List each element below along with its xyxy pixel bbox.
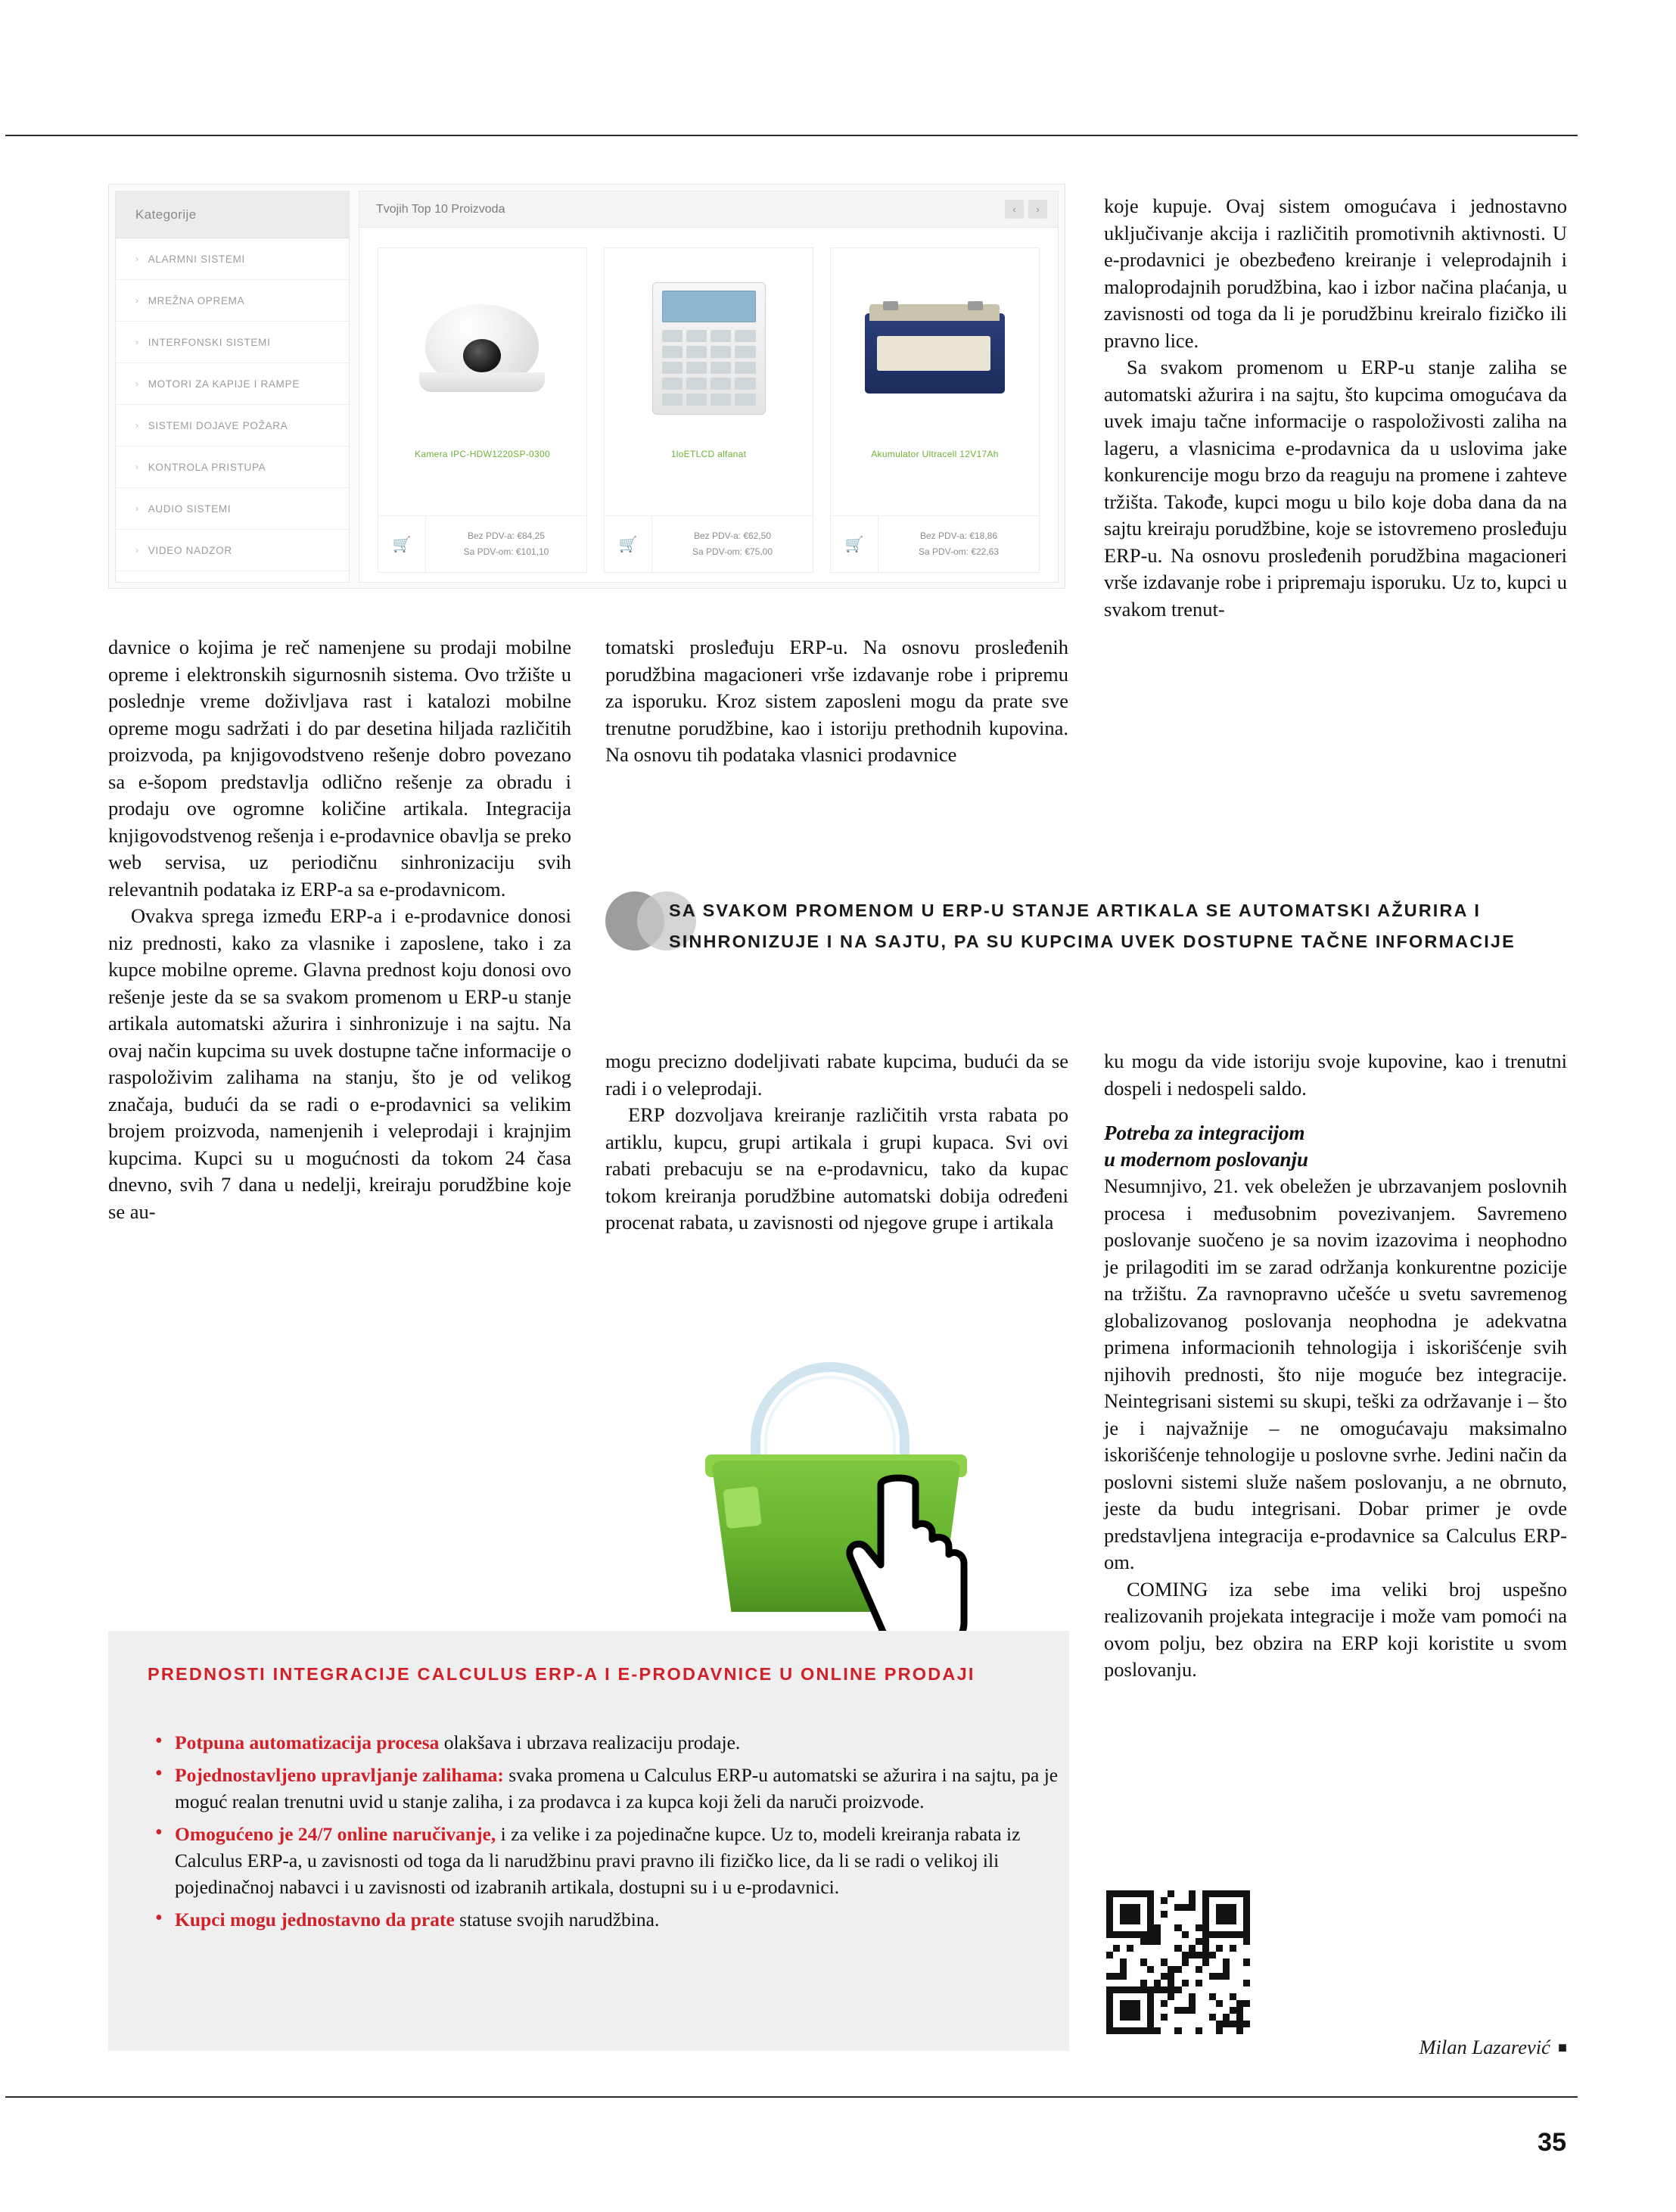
sidebar-header — [116, 191, 349, 238]
list-item — [175, 1762, 1068, 1815]
panel-header — [359, 191, 1058, 228]
carousel-nav — [1005, 200, 1047, 219]
paragraph: Nesumnjivo, 21. vek obeležen je ubrzavanjem poslovnih procesa i međusobnim povezivanjem. Savremeno poslovanje suočeno je sa novim izazovima i neophodno je prilagoditi im se zarad održanja konkurentne pozicije na tržištu. Za ravnopravno učešće u svetu savremenog globalizovanog poslovanja neophodna je adekvatna primena informacionih tehnologija i iskorišćenje svih njihovih prednosti, što nije moguće bez integracije. Neintegrisani sistemi su skupi, teški za održavanje i – što je i najvažnije – ne omogućavaju maksimalno iskorišćenje tehnologije u poslovne svrhe. Jedini način da poslovni sistemi služe našem poslovanju, a ne obrnuto, jeste da budu integrisani. Dobar primer je ovde predstavljena integracija e-prodavnice sa Calculus ERP-om. — [1104, 1174, 1567, 1573]
body-column-2-bottom — [605, 1048, 1068, 1237]
cart-icon[interactable]: 🛒 — [831, 516, 878, 572]
sidebar-item-kontrola-pristupa[interactable] — [116, 446, 349, 488]
chevron-right-icon: › — [135, 462, 139, 472]
sidebar-item-label: MOTORI ZA KAPIJE I RAMPE — [148, 378, 300, 390]
sidebar-item-label: INTERFONSKI SISTEMI — [148, 336, 271, 348]
sidebar-item-audio-sistemi[interactable] — [116, 488, 349, 530]
sidebar-item-label: ALARMNI SISTEMI — [148, 253, 245, 265]
cart-icon[interactable]: 🛒 — [378, 516, 426, 572]
product-card[interactable] — [378, 247, 587, 573]
product-prices — [878, 528, 1039, 560]
benefit-bold-label: Kupci mogu jednostavno da prate — [175, 1909, 455, 1930]
price-with-vat: Sa PDV-om: €22,63 — [918, 546, 1000, 557]
sidebar-item-interfonski-sistemi[interactable] — [116, 322, 349, 363]
chevron-right-icon: › — [135, 378, 139, 389]
hand-cursor-icon — [841, 1474, 978, 1648]
end-mark-icon: ■ — [1557, 2039, 1567, 2056]
qr-code[interactable] — [1106, 1890, 1250, 2034]
pull-quote — [605, 889, 1568, 1003]
sidebar-item-label: SISTEMI DOJAVE POŽARA — [148, 419, 288, 431]
prev-arrow-icon[interactable]: ‹ — [1005, 200, 1024, 219]
list-item — [175, 1906, 1068, 1933]
eshop-screenshot-figure — [108, 184, 1065, 589]
benefit-bold-label: Potpuna automatizacija procesa — [175, 1731, 440, 1753]
sidebar-item-label: AUDIO SISTEMI — [148, 502, 232, 515]
benefits-list — [149, 1729, 1068, 1939]
chevron-right-icon: › — [135, 420, 139, 431]
basket-tag — [723, 1486, 761, 1529]
product-card[interactable] — [604, 247, 813, 573]
sidebar-item-label: VIDEO NADZOR — [148, 544, 232, 556]
sidebar-item-sistemi-dojave-pozara[interactable] — [116, 405, 349, 446]
product-name: 1loETLCD alfanat — [670, 449, 747, 459]
next-arrow-icon[interactable]: › — [1028, 200, 1047, 219]
product-name: Akumulator Ultracell 12V17Ah — [871, 449, 999, 459]
benefit-bold-label: Pojednostavljeno upravljanje zalihama: — [175, 1764, 504, 1786]
paragraph: Ovakva sprega između ERP-a i e-prodavnice donosi niz prednosti, kako za vlasnike i zaposlene, tako i za kupce mobilne opreme. Glavna prednost koju donosi ovo rešenje jeste da se sa svakom promenom u ERP-u stanje artikala automatski ažurira i sinhronizuje i na sajtu. Na ovaj način kupcima su uvek dostupne tačne informacije o raspoloživim zalihama na stanju, što je od velikog značaja, budući da se radi o e-prodavnici sa velikim brojem proizvoda, namenjenih i veleprodaji i krajnjim kupcima. Kupci su u mogućnosti da tokom 24 časa dnevno, svih 7 dana u nedelji, kreiraju porudžbine koje se au- — [108, 904, 571, 1223]
page-number: 35 — [1538, 2128, 1566, 2157]
product-name: Kamera IPC-HDW1220SP-0300 — [415, 449, 550, 459]
paragraph: koje kupuje. Ovaj sistem omogućava i jednostavno uključivanje akcija i različitih promotivnih aktivnosti. U e-prodavnici je obezbeđeno kreiranje i veleprodajnih i maloprodajnih porudžbina, kao i izbor načina plaćanja, u zavisnosti od toga da li je porudžbinu kreiralo fizičko ili pravno lice. — [1104, 194, 1567, 352]
sidebar-item-alarmni-sistemi[interactable] — [116, 238, 349, 280]
benefits-box — [108, 1631, 1069, 2051]
chevron-right-icon: › — [135, 337, 139, 347]
paragraph: ku mogu da vide istoriju svoje kupovine, kao i trenutni dospeli i nedospeli saldo. — [1104, 1050, 1567, 1100]
body-column-1 — [108, 634, 571, 1225]
cart-icon[interactable]: 🛒 — [605, 516, 652, 572]
paragraph: mogu precizno dodeljivati rabate kupcima, budući da se radi i o veleprodaji. — [605, 1050, 1068, 1100]
chevron-right-icon: › — [135, 254, 139, 264]
product-prices — [426, 528, 586, 560]
product-footer — [605, 515, 813, 572]
price-without-vat: Bez PDV-a: €18,86 — [919, 530, 998, 541]
product-footer — [378, 515, 586, 572]
paragraph: tomatski prosleđuju ERP-u. Na osnovu prosleđenih porudžbina magacioneri vrše izdavanje robe i pripremu za isporuku. Kroz sistem zaposleni mogu da prate sve trenutne porudžbine, kao i istoriju prethodnih kupovina. Na osnovu tih podataka vlasnici prodavnice — [605, 636, 1068, 766]
product-list — [359, 228, 1058, 573]
screenshot-sidebar — [115, 191, 350, 583]
product-image-battery — [831, 248, 1039, 449]
subheading-line-2: u modernom poslovanju — [1104, 1148, 1309, 1171]
pull-quote-text: SA SVAKOM PROMENOM U ERP-U STANJE ARTIKALA SE AUTOMATSKI AŽURIRA I SINHRONIZUJE I NA SAJTU, PA SU KUPCIMA UVEK DOSTUPNE TAČNE INFORMACIJE — [669, 901, 1516, 951]
paragraph: COMING iza sebe ima veliki broj uspešno realizovanih projekata integracije i može vam pomoći na ovom polju, bez obzira na ERP koji koristite u svom poslovanju. — [1104, 1577, 1567, 1681]
product-card[interactable] — [830, 247, 1040, 573]
top-divider — [5, 135, 1578, 136]
author-name: Milan Lazarević — [1419, 2036, 1550, 2058]
benefit-text: olakšava i ubrzava realizaciju prodaje. — [439, 1731, 741, 1753]
price-without-vat: Bez PDV-a: €62,50 — [693, 530, 772, 541]
paragraph: davnice o kojima je reč namenjene su prodaji mobilne opreme i elektronskih sigurnosnih sistema. Ovo tržište u poslednje vreme doživljava rast i katalozi mobilne opreme mogu sadržati i do par desetina hiljada različitih proizvoda, pa knjigovodstveno rešenje dobro povezano sa e-šopom predstavlja odlično rešenje za obradu i prodaju ove ogromne količine artikala. Integracija knjigovodstvenog rešenja i e-prodavnice obavlja se preko web servisa, uz periodičnu sinhronizaciju svih relevantnih podataka iz ERP-a sa e-prodavnicom. — [108, 636, 571, 901]
benefits-title: PREDNOSTI INTEGRACIJE CALCULUS ERP-A I E-PRODAVNICE U ONLINE PRODAJI — [148, 1664, 975, 1684]
benefit-text: svaka promena u Calculus ERP-u automatski se ažurira i na sajtu, pa je moguć realan trenutni uvid u stanje zaliha, i za prodavca i za kupca koji želi da naruči proizvode. — [175, 1764, 1059, 1812]
sidebar-title: Kategorije — [135, 207, 197, 222]
product-image-keypad — [605, 248, 813, 449]
sidebar-item-label: MREŽNA OPREMA — [148, 294, 245, 306]
body-column-3-bottom — [1104, 1048, 1567, 1684]
panel-title: Tvojih Top 10 Proizvoda — [376, 202, 505, 216]
price-without-vat: Bez PDV-a: €84,25 — [467, 530, 546, 541]
paragraph: ERP dozvoljava kreiranje različitih vrsta rabata po artiklu, kupcu, grupi artikala i grupi kupaca. Svi ovi rabati prebacuju se na e-prodavnicu, tako da kupac tokom kreiranja porudžbine automatski dobija određeni procenat rabata, u zavisnosti od njegove grupe i artikala — [605, 1103, 1068, 1234]
top-products-panel — [359, 191, 1059, 583]
chevron-right-icon: › — [135, 295, 139, 306]
sidebar-item-label: KONTROLA PRISTUPA — [148, 461, 266, 473]
paragraph: Sa svakom promenom u ERP-u stanje zaliha se automatski ažurira i na sajtu, što kupcima omogućava da uvek imaju tačne informacije o raspoloživosti zaliha na lageru, a vlasnicima e-prodavnica da u uslovima jake konkurencije mogu brzo da reaguju na promene i zahteve tržišta. Takođe, kupci mogu u bilo koje doba dana da na sajtu kreiraju porudžbine, koje se istovremeno prosleđuju ERP-u. Na osnovu prosleđenih porudžbina magacioneri vrše izdavanje robe i pripremaju isporuku. Uz to, kupci u svakom trenut- — [1104, 356, 1567, 621]
benefit-text: statuse svojih narudžbina. — [454, 1909, 660, 1930]
qr-code-modules — [1106, 1890, 1250, 2034]
body-column-2-top — [605, 634, 1068, 769]
chevron-right-icon: › — [135, 545, 139, 555]
price-with-vat: Sa PDV-om: €101,10 — [463, 546, 549, 557]
product-prices — [652, 528, 813, 560]
shopping-basket-illustration — [666, 1355, 1029, 1672]
list-item — [175, 1729, 1068, 1756]
bottom-divider — [5, 2096, 1578, 2098]
chevron-right-icon: › — [135, 503, 139, 514]
benefit-text: i za velike i za pojedinačne kupce. Uz to, modeli kreiranja rabata iz Calculus ERP-a, u zavisnosti od toga da li narudžbinu pravi pravno ili fizičko lice, da li se radi o velikoj ili pojedinačnoj nabavci i u zavisnosti od izabranih artikala, dostupni su i u e-prodavnici. — [175, 1823, 1021, 1898]
list-item — [175, 1821, 1068, 1900]
product-image-camera — [378, 248, 586, 449]
price-with-vat: Sa PDV-om: €75,00 — [692, 546, 773, 557]
sidebar-item-motori-za-kapije[interactable] — [116, 363, 349, 405]
product-footer — [831, 515, 1039, 572]
subheading-line-1: Potreba za integracijom — [1104, 1122, 1305, 1144]
benefit-bold-label: Omogućeno je 24/7 online naručivanje, — [175, 1823, 496, 1845]
sidebar-item-mrezna-oprema[interactable] — [116, 280, 349, 322]
author-signature — [1104, 2036, 1567, 2059]
sidebar-item-video-nadzor[interactable] — [116, 530, 349, 571]
body-column-3-top — [1104, 193, 1567, 623]
